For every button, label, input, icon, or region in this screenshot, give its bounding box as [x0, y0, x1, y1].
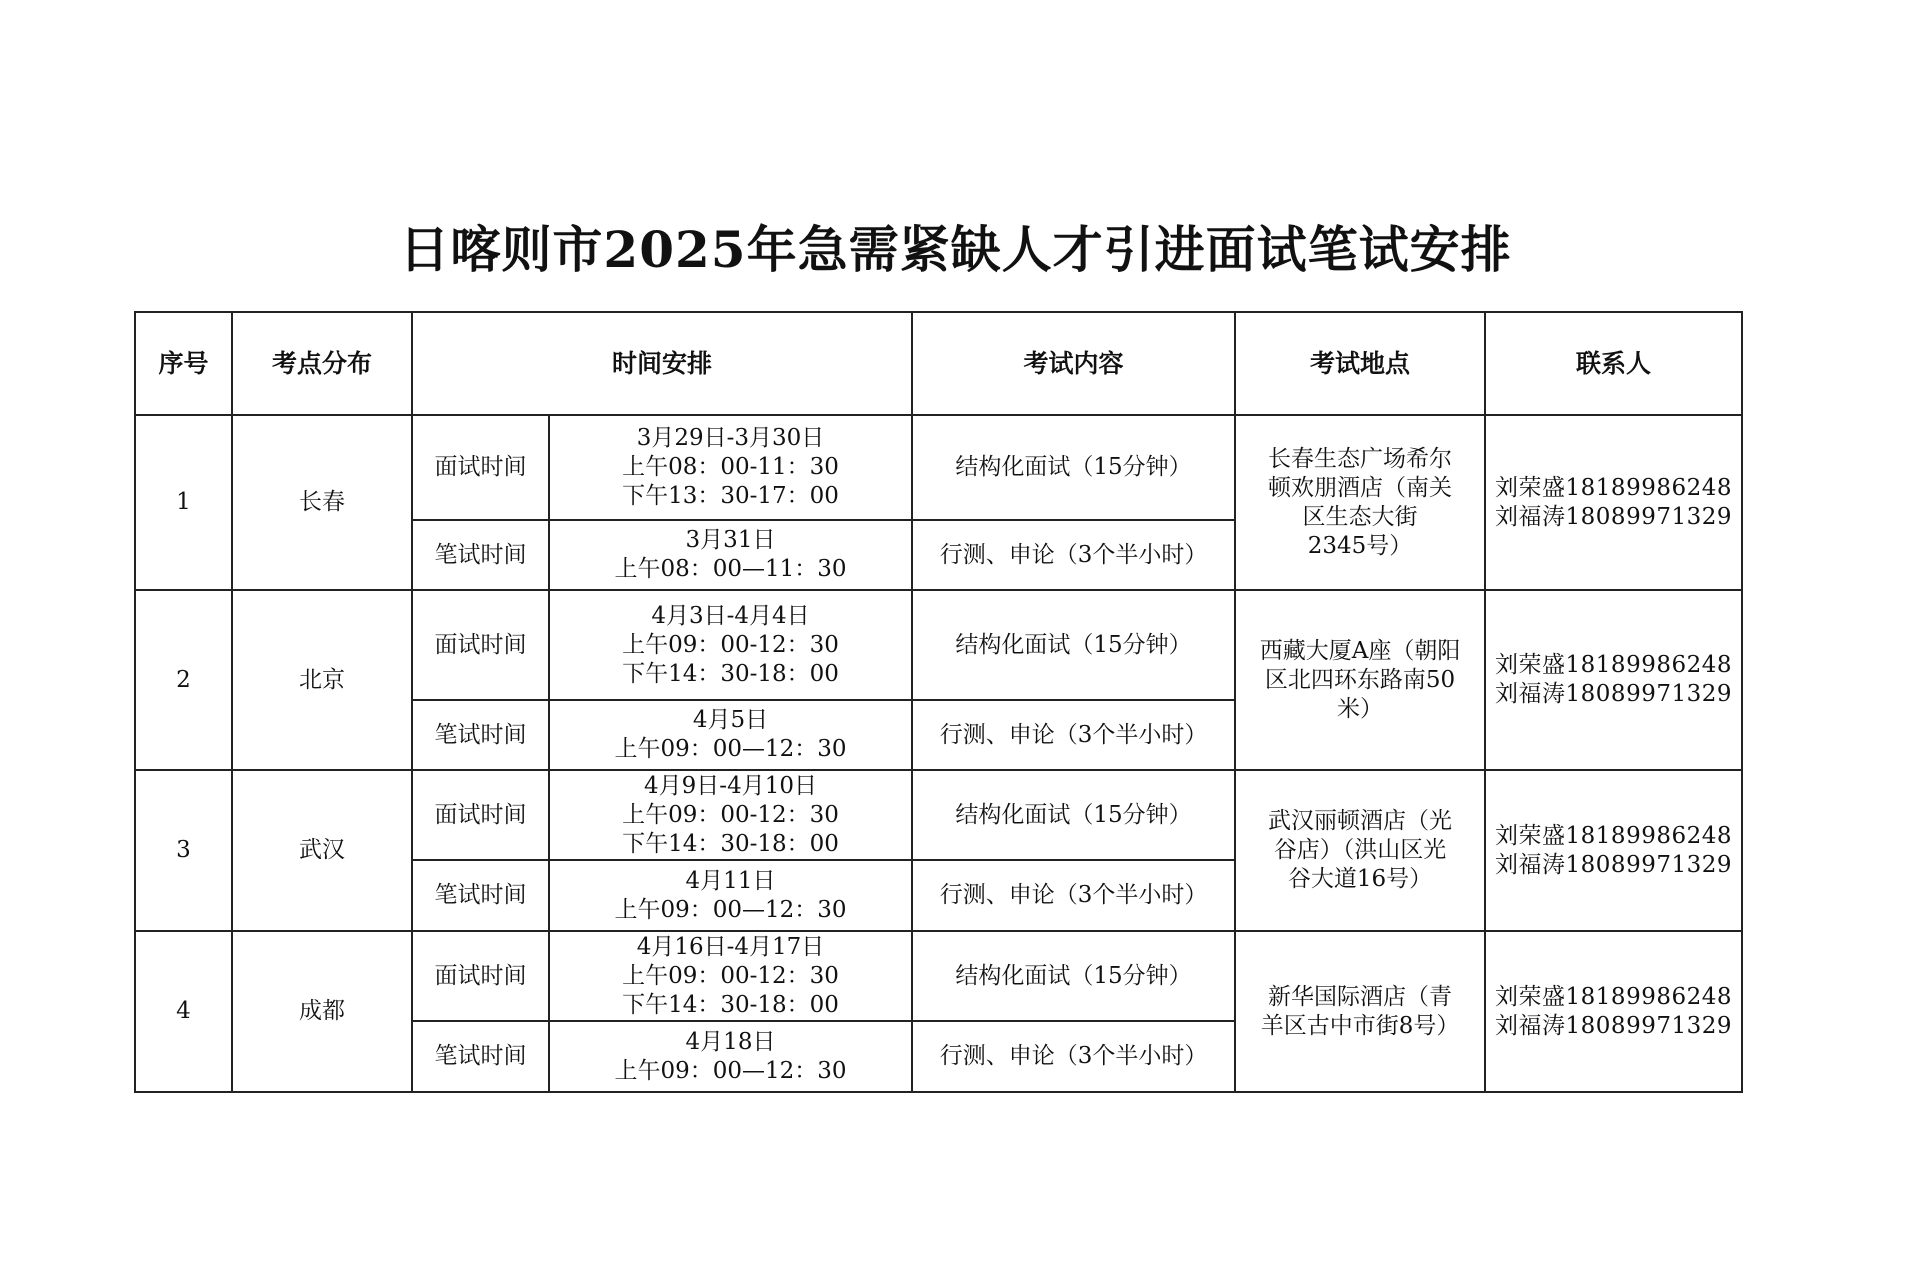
table-row	[135, 931, 1742, 1021]
contact-person: 刘荣盛18189986248 刘福涛18089971329	[1485, 415, 1742, 590]
written-time: 4月5日 上午09：00—12：30	[549, 700, 912, 770]
interview-content: 结构化面试（15分钟）	[912, 415, 1235, 520]
header-location: 考试地点	[1235, 312, 1485, 415]
written-content: 行测、申论（3个半小时）	[912, 700, 1235, 770]
table-row	[135, 590, 1742, 700]
page-title: 日喀则市2025年急需紧缺人才引进面试笔试安排	[399, 220, 1512, 279]
header-row	[135, 312, 1742, 415]
exam-location: 长春生态广场希尔 顿欢朋酒店（南关 区生态大街 2345号）	[1235, 415, 1485, 590]
header-contact: 联系人	[1485, 312, 1742, 415]
row-index: 4	[135, 931, 232, 1092]
header-city: 考点分布	[232, 312, 412, 415]
interview-time: 3月29日-3月30日 上午08：00-11：30 下午13：30-17：00	[549, 415, 912, 520]
contact-person: 刘荣盛18189986248 刘福涛18089971329	[1485, 770, 1742, 931]
exam-location: 武汉丽顿酒店（光 谷店）（洪山区光 谷大道16号）	[1235, 770, 1485, 931]
row-city: 武汉	[232, 770, 412, 931]
header-index: 序号	[135, 312, 232, 415]
interview-content: 结构化面试（15分钟）	[912, 590, 1235, 700]
interview-time: 4月3日-4月4日 上午09：00-12：30 下午14：30-18：00	[549, 590, 912, 700]
interview-time: 4月9日-4月10日 上午09：00-12：30 下午14：30-18：00	[549, 770, 912, 860]
contact-person: 刘荣盛18189986248 刘福涛18089971329	[1485, 590, 1742, 770]
written-content: 行测、申论（3个半小时）	[912, 860, 1235, 931]
row-index: 3	[135, 770, 232, 931]
interview-content: 结构化面试（15分钟）	[912, 770, 1235, 860]
row-index: 2	[135, 590, 232, 770]
written-time: 3月31日 上午08：00—11：30	[549, 520, 912, 590]
written-label: 笔试时间	[412, 1021, 549, 1092]
interview-content: 结构化面试（15分钟）	[912, 931, 1235, 1021]
exam-location: 西藏大厦A座（朝阳 区北四环东路南50 米）	[1235, 590, 1485, 770]
written-time: 4月11日 上午09：00—12：30	[549, 860, 912, 931]
written-content: 行测、申论（3个半小时）	[912, 520, 1235, 590]
interview-time: 4月16日-4月17日 上午09：00-12：30 下午14：30-18：00	[549, 931, 912, 1021]
written-label: 笔试时间	[412, 520, 549, 590]
schedule-table	[134, 311, 1743, 1093]
interview-label: 面试时间	[412, 590, 549, 700]
interview-label: 面试时间	[412, 931, 549, 1021]
header-content: 考试内容	[912, 312, 1235, 415]
interview-label: 面试时间	[412, 770, 549, 860]
contact-person: 刘荣盛18189986248 刘福涛18089971329	[1485, 931, 1742, 1092]
row-city: 长春	[232, 415, 412, 590]
written-time: 4月18日 上午09：00—12：30	[549, 1021, 912, 1092]
row-city: 北京	[232, 590, 412, 770]
exam-location: 新华国际酒店（青 羊区古中市街8号）	[1235, 931, 1485, 1092]
table-row	[135, 770, 1742, 860]
table-row	[135, 415, 1742, 520]
row-index: 1	[135, 415, 232, 590]
header-time: 时间安排	[412, 312, 912, 415]
written-content: 行测、申论（3个半小时）	[912, 1021, 1235, 1092]
row-city: 成都	[232, 931, 412, 1092]
written-label: 笔试时间	[412, 700, 549, 770]
written-label: 笔试时间	[412, 860, 549, 931]
interview-label: 面试时间	[412, 415, 549, 520]
